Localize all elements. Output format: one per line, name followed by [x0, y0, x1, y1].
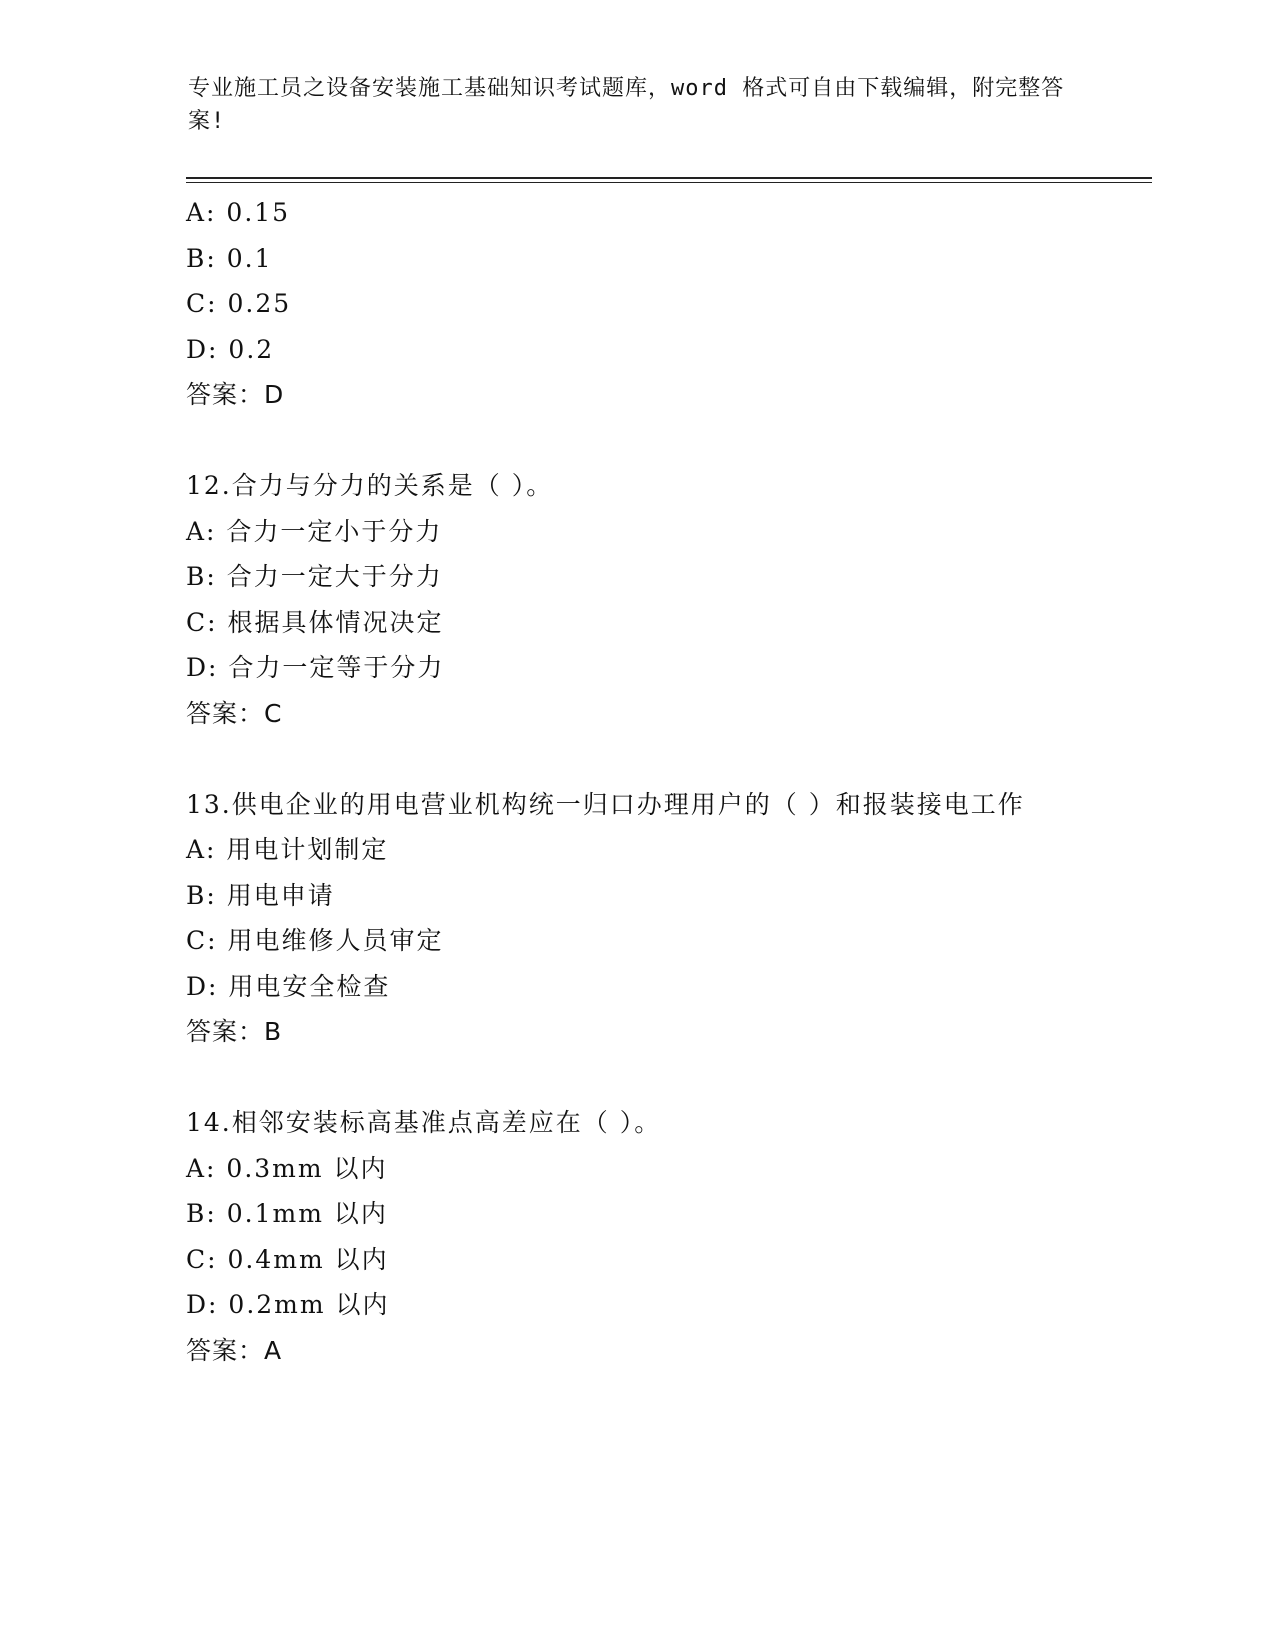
spacer	[186, 1055, 1106, 1101]
option-c: C: 用电维修人员审定	[186, 926, 444, 955]
option-b: B: 0.1mm 以内	[186, 1199, 388, 1228]
page-header: 专业施工员之设备安装施工基础知识考试题库，word 格式可自由下载编辑，附完整答案!	[188, 76, 1065, 134]
answer: 答案：C	[186, 698, 283, 728]
option-d: D: 用电安全检查	[186, 971, 391, 1001]
header-divider	[186, 177, 1152, 179]
question-14	[186, 1100, 1106, 1373]
option-d: D: 0.2	[186, 334, 275, 364]
option-b: B: 合力一定大于分力	[186, 562, 443, 591]
question-11	[186, 190, 1106, 418]
answer: 答案：D	[186, 380, 285, 409]
question-stem: 14.相邻安装标高基准点高差应在（ ）。	[186, 1108, 662, 1137]
option-b: B: 用电申请	[186, 880, 335, 910]
spacer	[186, 736, 1106, 782]
question-13	[186, 782, 1106, 1055]
question-12	[186, 463, 1106, 736]
option-b: B: 0.1	[186, 243, 273, 273]
option-d: D: 合力一定等于分力	[186, 653, 445, 682]
option-d: D: 0.2mm 以内	[186, 1290, 390, 1319]
answer: 答案：A	[186, 1335, 283, 1365]
option-a: A: 0.15	[186, 198, 291, 227]
spacer	[186, 418, 1106, 464]
question-stem: 12.合力与分力的关系是（ ）。	[186, 471, 554, 500]
header-divider-thin	[186, 182, 1152, 183]
option-a: A: 0.3mm 以内	[186, 1153, 388, 1183]
answer: 答案：B	[186, 1017, 283, 1046]
option-c: C: 0.25	[186, 289, 292, 318]
option-c: C: 根据具体情况决定	[186, 607, 444, 637]
question-stem: 13.供电企业的用电营业机构统一归口办理用户的（ ）和报装接电工作	[186, 789, 1025, 819]
option-a: A: 用电计划制定	[186, 835, 389, 864]
option-c: C: 0.4mm 以内	[186, 1244, 389, 1274]
question-list	[186, 190, 1106, 1373]
option-a: A: 合力一定小于分力	[186, 516, 443, 546]
